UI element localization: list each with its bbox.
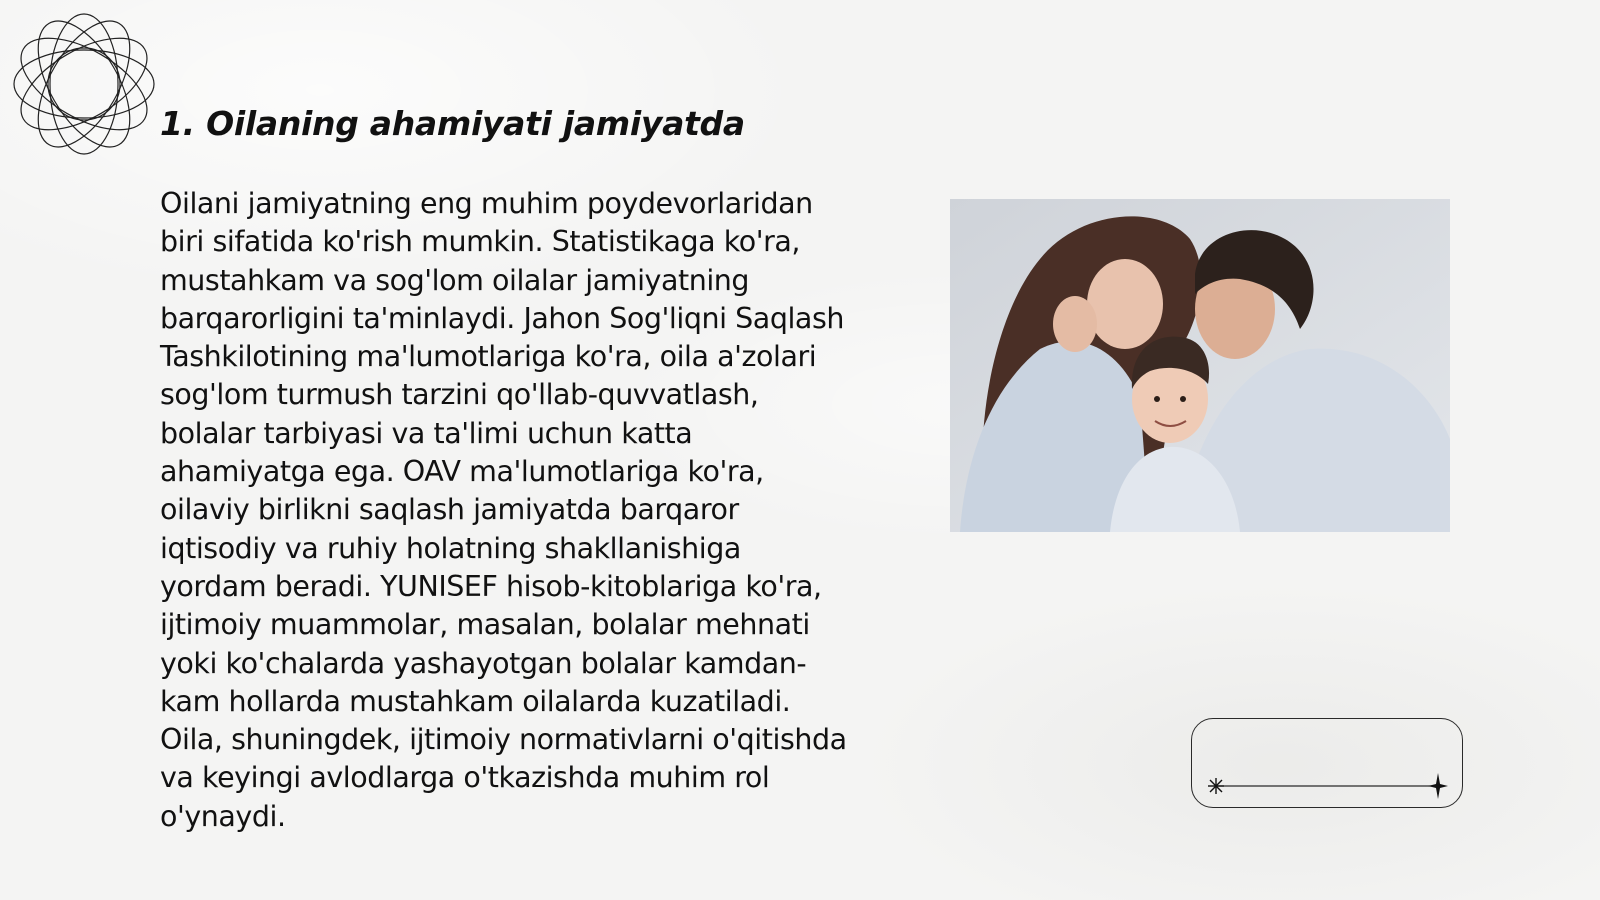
slide-title: 1. Oilaning ahamiyati jamiyatda [160, 104, 745, 143]
family-photo [950, 199, 1450, 532]
family-photo-illustration [950, 199, 1450, 532]
four-point-star-icon [1428, 773, 1448, 799]
decorative-line [1208, 772, 1448, 808]
circular-rosette-icon [10, 10, 158, 158]
body-paragraph: Oilani jamiyatning eng muhim poydevorlaridan biri sifatida ko'rish mumkin. Statistikaga ko'ra, mustahkam va sog'lom oilalar jamiyatning barqarorligini ta'minlaydi. Jahon Sog'liqni Saqlash Tashkilotining ma'lumotlariga ko'ra, oila a'zolari sog'lom turmush tarzini qo'llab-quvvatlash, bolalar tarbiyasi va ta'limi uchun katta ahamiyatga ega. OAV ma'lumotlariga ko'ra, oilaviy birlikni saqlash jamiyatda barqaror iqtisodiy va ruhiy holatning shakllanishiga yordam beradi. YUNISEF hisob-kitoblariga ko'ra, ijtimoiy muammolar, masalan, bolalar mehnati yoki ko'chalarda yashayotgan bolalar kamdan-kam hollarda mustahkam oilalarda kuzatiladi. Oila, shuningdek, ijtimoiy normativlarni o'qitishda va keyingi avlodlarga o'tkazishda muhim rol o'ynaydi. [160, 187, 847, 833]
sparkle-icon [1208, 778, 1224, 794]
